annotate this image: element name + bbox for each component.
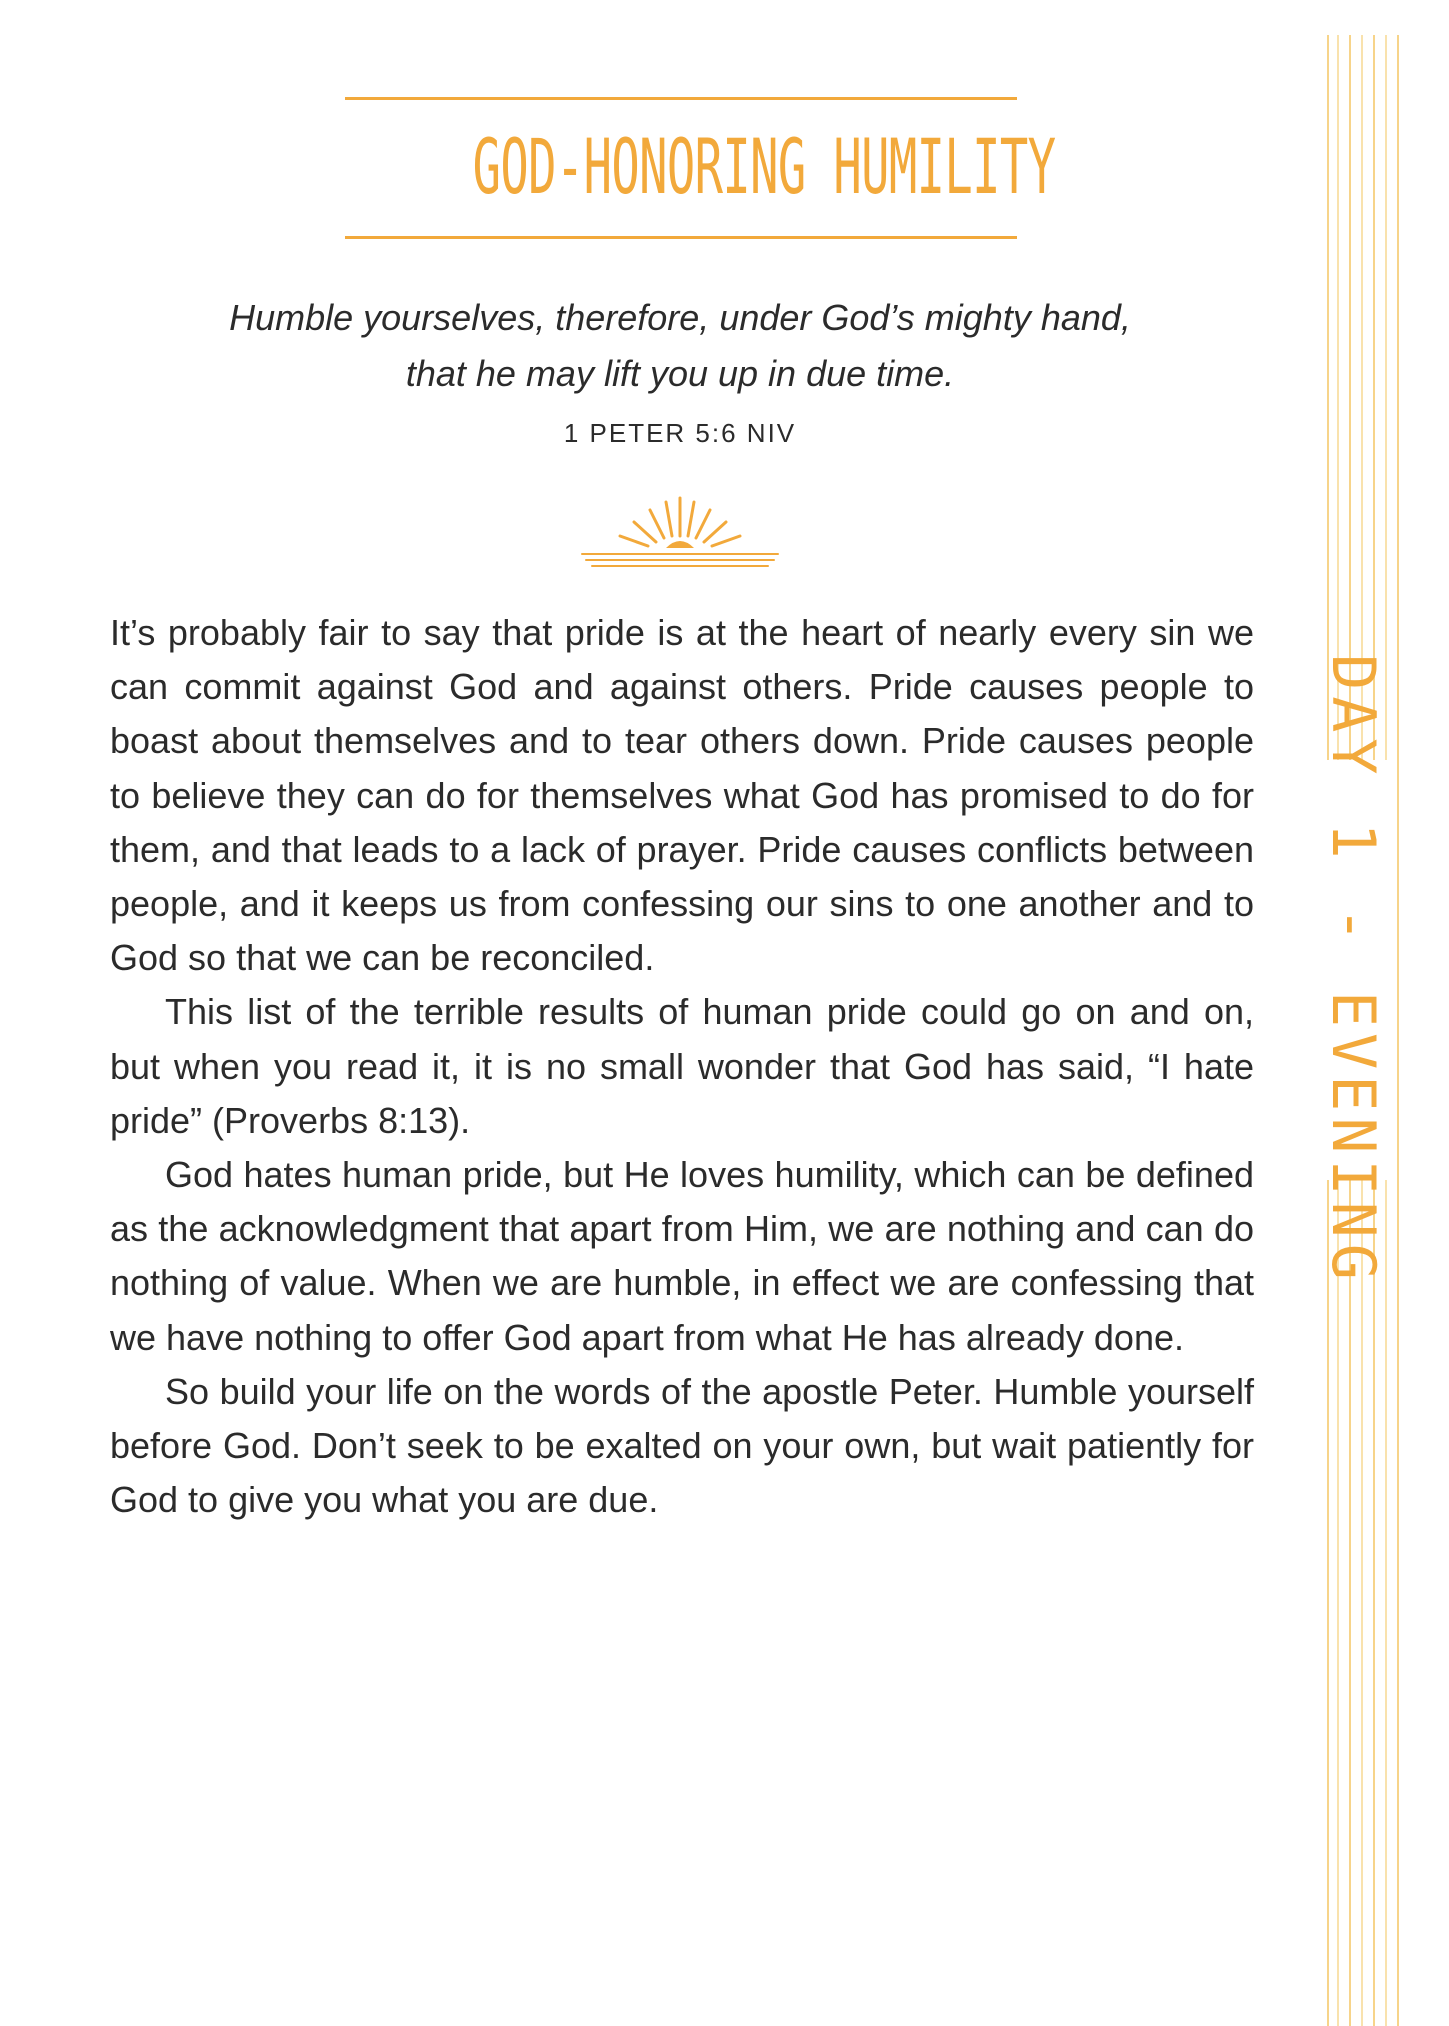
body-paragraph: So build your life on the words of the apostle Peter. Humble yourself before God. Don’t seek to be exalted on your own, but wait patiently for God to give you what you are due. [110,1370,1254,1521]
scripture-quote [110,290,1250,402]
title-bottom-rule [345,236,1017,239]
page-title: GOD-HONORING HUMILITY [472,122,1056,211]
scripture-line: that he may lift you up in due time. [405,353,955,394]
scripture-reference: 1 PETER 5:6 NIV [563,418,797,448]
devotional-body [110,606,1254,1527]
side-tab [1313,654,1393,1286]
sunrise-icon [580,488,780,570]
title-top-rule [345,97,1017,100]
title-block [345,97,1056,247]
body-paragraph: It’s probably fair to say that pride is at the heart of nearly every sin we can commit against God and against others. Pride causes people to boast about themselves and to tear others down. Pride causes people to believe they can do for themselves what God has promised to do for them, and that leads to a lack of prayer. Pride causes conflicts between people, and it keeps us from confessing our sins to one another and to God so that we can be reconciled. [110,612,1254,979]
side-tab-label: DAY 1 - EVENING [1318,654,1388,1286]
body-paragraph: This list of the terrible results of human pride could go on and on, but when you read it, it is no small wonder that God has said, “I hate pride” (Proverbs 8:13). [110,991,1254,1141]
body-paragraph: God hates human pride, but He loves humility, which can be defined as the acknowledgment that apart from Him, we are nothing and can do nothing of value. When we are humble, in effect we are confessing that we have nothing to offer God apart from what He has already done. [110,1154,1254,1358]
scripture-line: Humble yourselves, therefore, under God’s mighty hand, [229,297,1131,338]
